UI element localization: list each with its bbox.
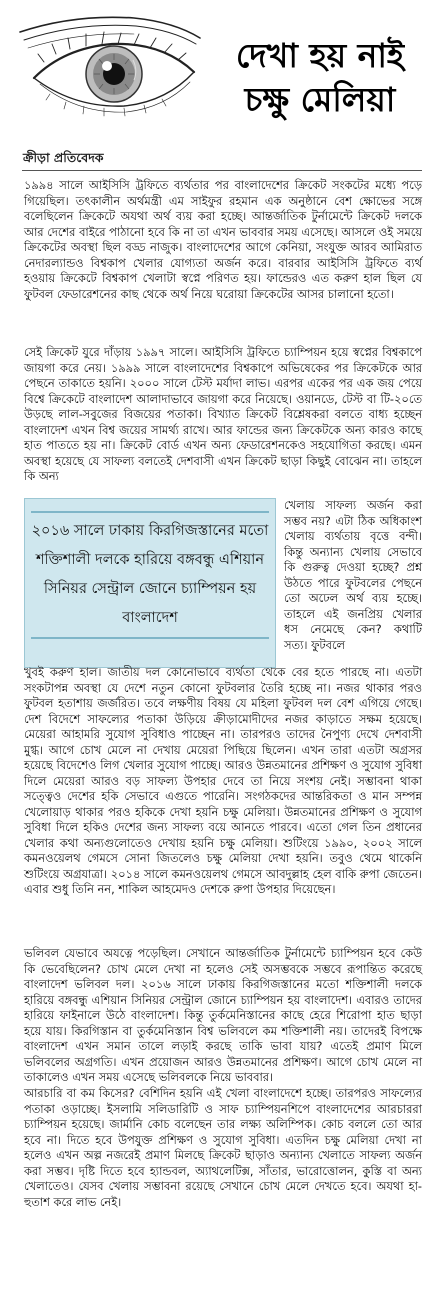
headline-line-2: চক্ষু মেলিয়া [244,80,396,119]
byline-divider [22,170,422,171]
headline [200,34,440,122]
paragraph-4: ভলিবল যেভাবে অযত্নে পড়েছিল। সেখানে আন্তর্জাতিক টুর্নামেন্টে চ্যাম্পিয়ন হবে কেউ কি ভেবেছিলেন? চোখ মেলে দেখা না হলেও সেই অসম্ভবকে সম্ভবে রূপান্তিত করেছে বাংলাদেশ ভলিবল দল। ২০১৬ সালে ঢাকায় কিরগিজস্তানের মতো শক্তিশালী দলকে হারিয়ে বঙ্গবন্ধু এশিয়ান সিনিয়র সেন্ট্রাল জোনে চ্যাম্পিয়ন হয় বাংলাদেশ। এবারও তাদের হারিয়ে ফাইনালে উঠে বাংলাদেশ। কিন্তু তুর্কমেনিস্তানের কাছে হেরে শিরোপা হাত ছাড়া হয়ে যায়। কিরগিস্তান বা তুর্কমেনিস্তান বিশ্ব ভলিবলে কম শক্তিশালী নয়। তাদেরই বিপক্ষে বাংলাদেশ এখন সমান তালে লড়াই করছে তাকি ভাবা যায়? এতেই প্রমাণ মিলে ভলিবলের অগ্রগতি। এখন প্রয়োজন আরও উন্নতমানের প্রশিক্ষণ। আগে চোখ মেলে না তাকালেও এখন সময় এসেছে ভলিবলকে নিয়ে ভাববার। [24,946,422,1084]
paragraph-3: খুবই করুণ হাল। জাতীয় দল কোনোভাবে ব্যর্থতা থেকে বের হতে পারছে না। এতটা সংকটাপন্ন অবস্থা যে দেশে নতুন কোনো ফুটবলার তৈরি হচ্ছে না। নজর থাকার পরও ফুটবল হতাশায় জর্জরিত। তবে লক্ষণীয় বিষয় যে মহিলা ফুটবল দল বেশ এগিয়ে গেছে। দেশ বিদেশে সাফল্যের পতাকা উড়িয়ে ক্রীড়ামোদীদের নজর কাড়াতে সক্ষম হয়েছে। মেয়েরা আহামরি সুযোগ সুবিধাও পাচ্ছেন না। তারপরও তাদের নৈপুণ্য দেখে দেশবাসী মুগ্ধ। আগে চোখ মেলে না দেখায় মেয়েরা পিছিয়ে ছিলেন। এখন তারা এতটা অগ্রসর হয়েছে বিদেশেও লিগ খেলার সুযোগ পাচ্ছে। আরও উন্নতমানের প্রশিক্ষণ ও সুযোগ সুবিধা দিলে মেয়েরা আরও বড় সাফল্য উপহার দেবে তা নিয়ে সংশয় নেই। সম্ভাবনা থাকা সত্ত্বেও দেশের হকি সেভাবে এগুতে পারেনি। সংগঠকদের আন্তরিকতা ও মান সম্পন্ন খেলোয়াড় থাকার পরও হকিকে দেখা হয়নি চক্ষু মেলিয়া। উন্নতমানের প্রশিক্ষণ ও সুযোগ সুবিধা দিলে হকিও দেশের জন্য সাফল্য বয়ে আনতে পারবে। এতো গেল তিন প্রধানের খেলার কথা অন্যগুলোতেও দেখায় হয়নি চক্ষু মেলিয়া। শুটিংয়ে ১৯৯০, ২০০২ সালে কমনওয়েলথ গেমসে সোনা জিতলেও চক্ষু মেলিয়া দেখা হয়নি। তবুও থেমে থাকেনি শুটিংয়ে অগ্রযাত্রা। ২০১৪ সালে কমনওয়েলথ গেমসে আবদুল্লাহ হেল বাকি রুপা জেতেন। এবার শুধু তিনি নন, শাকিল আহমেদও দেশকে রুপা উপহার দিয়েছেন। [24,665,422,896]
paragraph-right-column: খেলায় সাফল্য অর্জন করা সম্ভব নয়? এটা ঠিক অধিকাংশ খেলায় ব্যর্থতায় বৃত্তে বন্দী। কিন্তু অন্যান্য খেলায় সেভাবে কি গুরুত্ব দেওয়া হচ্ছে? প্রশ্ন উঠতে পারে ফুটবলের পেছনে তো অঢেল অর্থ ব্যয় হচ্ছে। তাহলে এই জনপ্রিয় খেলার ধস নেমেছে কেন? কথাটি সত্য। ফুটবলে [284,498,422,652]
paragraph-5: আরচারি বা কম কিসের? বেশিদিন হয়নি এই খেলা বাংলাদেশে হচ্ছে। তারপরও সাফল্যের পতাকা ওড়াচ্ছে। ইসলামি সলিডারিটি ও সাফ চ্যাম্পিয়নশিপে বাংলাদেশের আরচাররা চ্যাম্পিয়ন হয়েছে। জার্মানি কোচ বলেছেন তার লক্ষ্য অলিম্পিক। কোচ বললে তো আর হবে না। দিতে হবে উপযুক্ত প্রশিক্ষণ ও সুযোগ সুবিধা। এতদিন চক্ষু মেলিয়া দেখা না হলেও এখন অল্প নজরেই প্রমাণ মিলছে ক্রিকেট ছাড়াও অন্যান্য খেলাতে সাফল্য অর্জন করা সম্ভব। দৃষ্টি দিতে হবে হ্যান্ডবল, অ্যাথলেটিক্স, সাঁতার, ভারোত্তোলন, কুস্তি বা অন্য খেলাতেও। যেসব খেলায় সম্ভাবনা রয়েছে সেখানে চোখ মেলে দেখতে হবে। অযথা হা-হুতাশ করে লাভ নেই। [24,1086,422,1209]
byline: ক্রীড়া প্রতিবেদক [23,150,104,165]
paragraph-1: ১৯৯৪ সালে আইসিসি ট্রফিতে ব্যর্থতার পর বাংলাদেশের ক্রিকেট সংকটের মধ্যে পড়ে গিয়েছিল। তৎকালীন অর্থমন্ত্রী এম সাইফুর রহমান এক অনুষ্ঠানে বেশ ক্ষোভের সঙ্গে বলেছিলেন ক্রিকেটে অযথা অর্থ ব্যয় করা হচ্ছে। আন্তর্জাতিক টুর্নামেন্টে ক্রিকেট দলকে আর দেশের বাইরে পাঠানো হবে কি না তা এখন ভাববার সময় এসেছে। আসলে ওই সময়ে ক্রিকেটের অবস্থা ছিল বড্ড নাজুক। বাংলাদেশের আগে কেনিয়া, সংযুক্ত আরব আমিরাত নেদারল্যান্ডও বিশ্বকাপ খেলার যোগ্যতা অর্জন করে। বারবার আইসিসি ট্রফিতে ব্যর্থ হওয়ায় ক্রিকেটে বিশ্বকাপ খেলাটা স্বপ্নে পরিণত হয়। ফান্ডেরও এত করুণ হাল ছিল যে ফুটবল ফেডারেশনের কাছ থেকে অর্থ নিয়ে ঘরোয়া ক্রিকেটের আসর চালানো হতো। [24,178,422,301]
pull-quote [24,498,276,668]
eye-sketch-icon [14,10,204,128]
article-header [0,0,444,142]
headline-line-1: দেখা হয় নাই [235,36,405,75]
pull-quote-text: ২০১৬ সালে ঢাকায় কিরগিজস্তানের মতো শক্তিশালী দলকে হারিয়ে বঙ্গবন্ধু এশিয়ান সিনিয়র সেন্ট্রাল জোনে চ্যাম্পিয়ন হয় বাংলাদেশ [31,511,269,639]
paragraph-2: সেই ক্রিকেট যুরে দাঁড়ায় ১৯৯৭ সালে। আইসিসি ট্রফিতে চ্যাম্পিয়ন হয়ে স্বপ্নের বিশ্বকাপে জায়গা করে নেয়। ১৯৯৯ সালে বাংলাদেশের বিশ্বকাপে অভিষেকের পর ক্রিকেটকে আর পেছনে তাকাতে হয়নি। ২০০০ সালে টেস্ট মর্যাদা লাভ। এরপর একের পর এক জয় পেয়ে বিশ্বে ক্রিকেটে বাংলাদেশ আলাদাভাবে জায়গা করে নিয়েছে। ওয়ানডে, টেস্ট বা টি-২০তে উড়ছে লাল-সবুজের বিজয়ের পতাকা। বিখ্যাত ক্রিকেট বিশ্লেষকরা বলতে বাধ্য হচ্ছেন বাংলাদেশ এখন বিশ্ব জয়ের সামর্থ্য রাখে। আর ফান্ডের জন্য ক্রিকেটকে অন্য কারও কাছে হাত পাততে হয় না। ক্রিকেট বোর্ড এখন অন্য ফেডারেশনকেও সহযোগিতা করছে। এমন অবস্থা হয়েছে যে সাফল্য বলতেই দেশবাসী এখন ক্রিকেট ছাড়া কিছুই বোঝেন না। তাহলে কি অন্য [24,345,422,483]
